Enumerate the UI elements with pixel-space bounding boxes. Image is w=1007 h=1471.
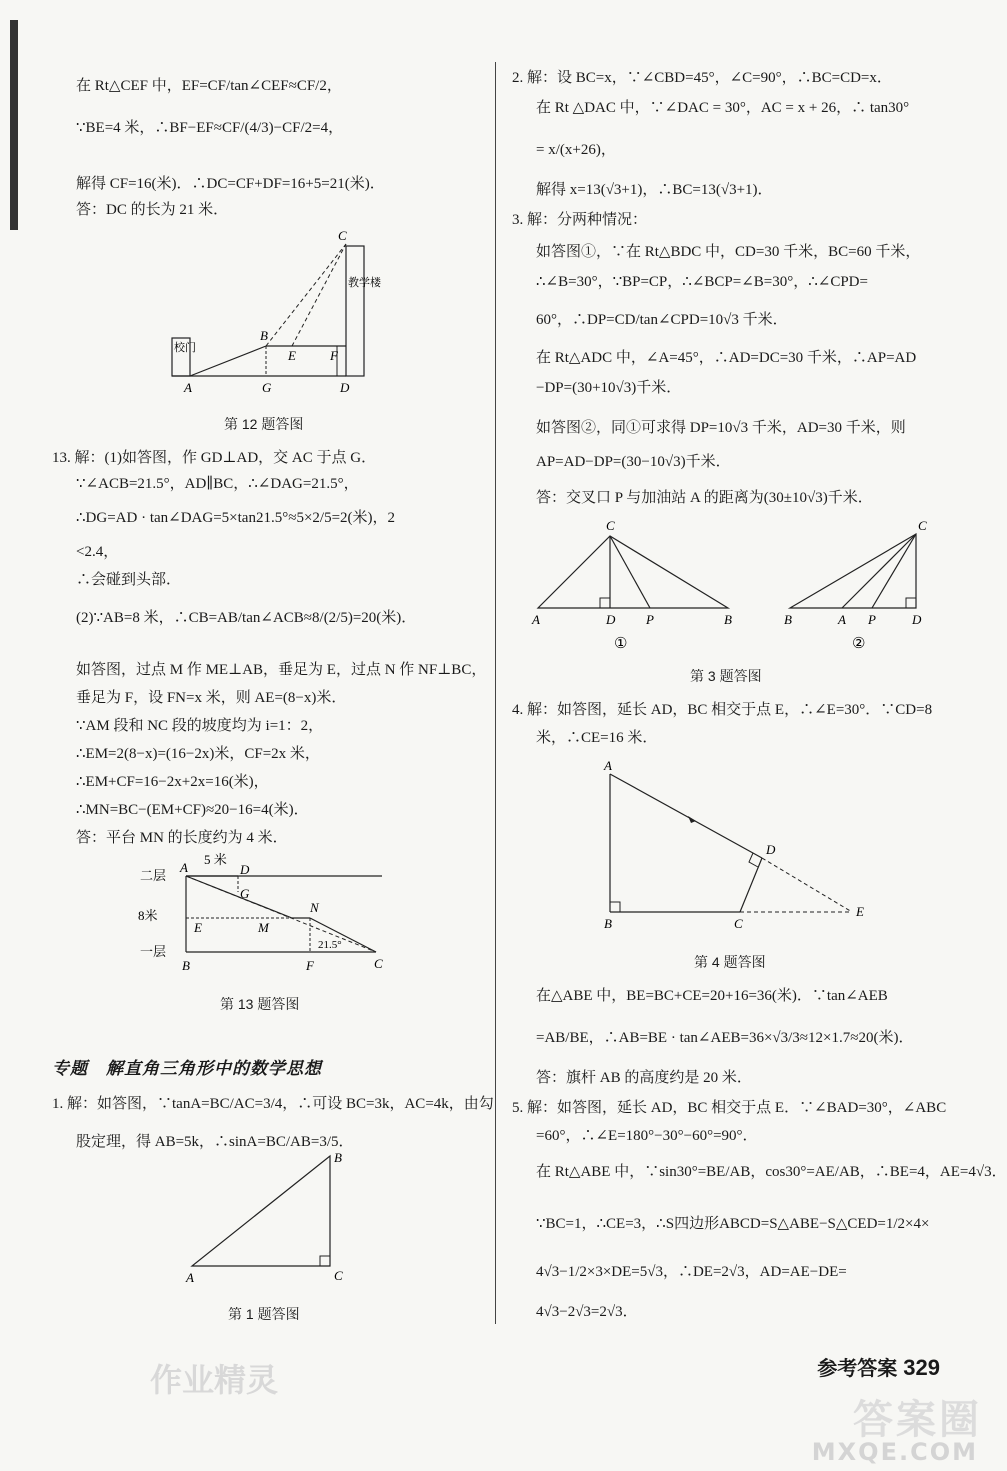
text-line: AP=AD−DP=(30−10√3)千米． [536, 454, 731, 470]
gate-label: 校门 [174, 342, 196, 354]
label-A: A [184, 380, 192, 395]
column-divider [495, 62, 496, 1324]
label-B: B [724, 612, 732, 627]
text-line: 在 Rt △DAC 中，∵∠DAC = 30°，AC = x + 26，∴ tan30° [536, 100, 910, 116]
text-line: 4√3−2√3=2√3． [536, 1304, 638, 1320]
text-line: 如答图①，∵在 Rt△BDC 中，CD=30 千米，BC=60 千米， [536, 244, 921, 260]
figure-1-caption: 第 1 题答图 [228, 1306, 300, 1322]
text-line: ∴DG=AD · tan∠DAG=5×tan21.5°≈5×2/5=2(米)，2 [76, 510, 396, 526]
label-B: B [260, 328, 268, 343]
watermark-url: MXQE.COM [811, 1438, 978, 1466]
figure-4-caption: 第 4 题答图 [694, 954, 766, 970]
floor1-label: 一层 [140, 944, 167, 959]
label-D: D [606, 612, 616, 627]
text-line: 如答图②，同①可求得 DP=10√3 千米，AD=30 千米，则 [536, 420, 906, 436]
text-line: 在 Rt△ABE 中，∵sin30°=BE/AB，cos30°=AE/AB，∴BE=4，AE=4√3． [536, 1164, 1007, 1180]
text-line: ∴∠B=30°，∵BP=CP，∴∠BCP=∠B=30°，∴∠CPD= [536, 274, 868, 290]
text-line: ∴会碰到头部． [76, 572, 182, 588]
text-line: 解得 CF=16(米)．∴DC=CF+DF=16+5=21(米)． [76, 176, 385, 192]
text-line: ∵BE=4 米，∴BF−EF≈CF/(4/3)−CF/2=4， [76, 120, 344, 136]
text-line: 5. 解：如答图，延长 AD，BC 相交于点 E．∵∠BAD=30°，∠ABC [512, 1100, 947, 1116]
text-line: = x/(x+26)， [536, 142, 616, 158]
label-E: E [856, 904, 864, 919]
text-line: 垂足为 F，设 FN=x 米，则 AE=(8−x)米． [76, 690, 347, 706]
label-C: C [734, 916, 743, 931]
label-E: E [194, 920, 202, 935]
label-G: G [240, 886, 250, 901]
figure-13 [134, 848, 394, 978]
page-footer [817, 1352, 940, 1381]
figure-number-1: ① [614, 636, 628, 652]
text-line: 13. 解：(1)如答图，作 GD⊥AD，交 AC 于点 G． [52, 450, 377, 466]
label-B: B [604, 916, 612, 931]
text-line: =60°，∴∠E=180°−30°−60°=90°． [536, 1128, 758, 1144]
label-G: G [262, 380, 272, 395]
text-line: ∴MN=BC−(EM+CF)≈20−16=4(米)． [76, 802, 309, 818]
text-line: ∵∠ACB=21.5°，AD∥BC，∴∠DAG=21.5°， [76, 476, 359, 492]
footer-label: 参考答案 [817, 1358, 898, 1380]
page-number: 329 [903, 1355, 940, 1380]
figure-3 [528, 514, 948, 654]
text-line: 答：平台 MN 的长度约为 4 米． [76, 830, 288, 846]
text-line: ∵BC=1，∴CE=3，∴S四边形ABCD=S△ABE−S△CED=1/2×4× [536, 1216, 930, 1232]
label-A: A [532, 612, 540, 627]
label-A: A [838, 612, 846, 627]
text-line: <2.4， [76, 544, 119, 560]
building-label: 教学楼 [348, 277, 381, 289]
label-A: A [180, 860, 188, 875]
text-line: −DP=(30+10√3)千米． [536, 380, 682, 396]
label-C: C [374, 956, 383, 971]
figure-12-caption: 第 12 题答图 [224, 416, 304, 432]
figure-4 [596, 754, 876, 934]
label-A: A [604, 758, 612, 773]
label-C: C [606, 518, 615, 533]
label-P: P [868, 612, 876, 627]
text-line: 如答图，过点 M 作 ME⊥AB，垂足为 E，过点 N 作 NF⊥BC， [76, 662, 487, 678]
figure-number-2: ② [852, 636, 866, 652]
label-N: N [310, 900, 319, 915]
label-C: C [918, 518, 927, 533]
height-label: 8米 [138, 908, 158, 923]
text-line: 4√3−1/2×3×DE=5√3，∴DE=2√3，AD=AE−DE= [536, 1264, 847, 1280]
text-line: 在△ABE 中，BE=BC+CE=20+16=36(米)．∵tan∠AEB [536, 988, 888, 1004]
text-line: ∴EM=2(8−x)=(16−2x)米，CF=2x 米， [76, 746, 320, 762]
label-M: M [258, 920, 269, 935]
figure-12 [162, 226, 381, 396]
text-line: 2. 解：设 BC=x，∵∠CBD=45°，∠C=90°，∴BC=CD=x． [512, 70, 892, 86]
text-line: 解得 x=13(√3+1)，∴BC=13(√3+1)． [536, 182, 773, 198]
label-P: P [646, 612, 654, 627]
label-C: C [338, 228, 347, 243]
width-label: 5 米 [204, 852, 227, 867]
label-F: F [330, 348, 338, 363]
label-D: D [240, 862, 250, 877]
text-line: (2)∵AB=8 米，∴CB=AB/tan∠ACB≈8/(2/5)=20(米)． [76, 610, 417, 626]
text-line: ∴EM+CF=16−2x+2x=16(米)， [76, 774, 269, 790]
binding-edge [10, 20, 18, 230]
label-B: B [784, 612, 792, 627]
text-line: =AB/BE，∴AB=BE · tan∠AEB=36×√3/3≈12×1.7≈20(米)． [536, 1030, 914, 1046]
stamp-mark: 作业精灵 [150, 1361, 279, 1399]
text-line: 股定理，得 AB=5k，∴sinA=BC/AB=3/5． [76, 1134, 354, 1150]
label-D: D [912, 612, 922, 627]
label-C: C [334, 1268, 343, 1283]
watermark-logo: 答案圈 [853, 1397, 982, 1443]
text-line: 米，∴CE=16 米． [536, 730, 658, 746]
figure-13-caption: 第 13 题答图 [220, 996, 300, 1012]
floor2-label: 二层 [140, 868, 167, 883]
text-line: 在 Rt△ADC 中，∠A=45°，∴AD=DC=30 千米，∴AP=AD [536, 350, 917, 366]
text-line: 答：DC 的长为 21 米． [76, 202, 229, 218]
label-A: A [186, 1270, 194, 1285]
label-B: B [182, 958, 190, 973]
label-B: B [334, 1150, 342, 1165]
text-line: 答：旗杆 AB 的高度约是 20 米． [536, 1070, 752, 1086]
text-line: 答：交叉口 P 与加油站 A 的距离为(30±10√3)千米． [536, 490, 873, 506]
text-line: ∵AM 段和 NC 段的坡度均为 i=1：2， [76, 718, 324, 734]
label-D: D [340, 380, 350, 395]
label-F: F [306, 958, 314, 973]
figure-3-caption: 第 3 题答图 [690, 668, 762, 684]
text-line: 在 Rt△CEF 中，EF=CF/tan∠CEF≈CF/2， [76, 78, 342, 94]
angle-label: 21.5° [318, 939, 342, 951]
figure-1 [178, 1142, 358, 1285]
label-D: D [766, 842, 776, 857]
text-line: 4. 解：如答图，延长 AD，BC 相交于点 E，∴∠E=30°．∵CD=8 [512, 702, 933, 718]
text-line: 60°，∴DP=CD/tan∠CPD=10√3 千米． [536, 312, 788, 328]
label-E: E [288, 348, 296, 363]
text-line: 3. 解：分两种情况： [512, 212, 648, 228]
section-title: 专题 解直角三角形中的数学思想 [52, 1059, 322, 1078]
text-line: 1. 解：如答图，∵tanA=BC/AC=3/4，∴可设 BC=3k，AC=4k，由勾 [52, 1096, 494, 1112]
